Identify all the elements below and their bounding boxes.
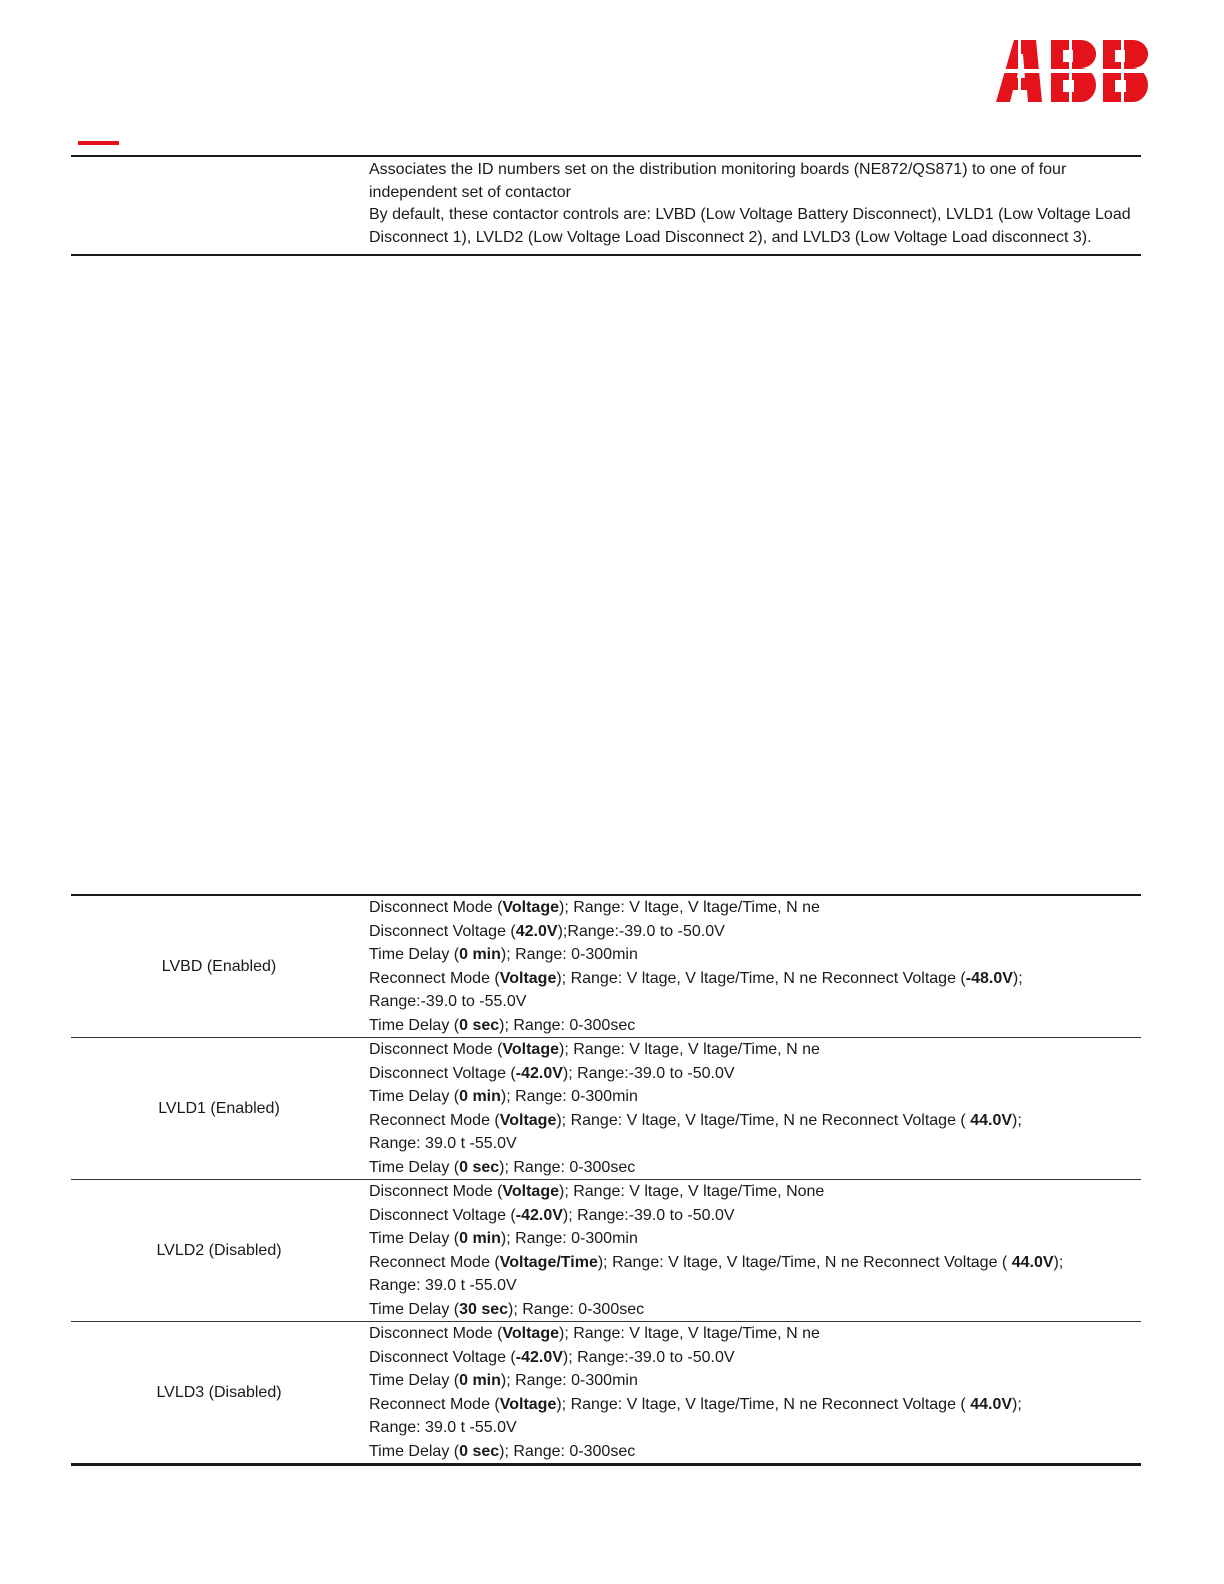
text: Disconnect Voltage (: [369, 1064, 516, 1082]
disconnect-voltage-line: [369, 1204, 1141, 1228]
value: Voltage: [499, 1111, 557, 1129]
disconnect-mode-line: [369, 1038, 1141, 1062]
value: -42.0V: [515, 1064, 563, 1082]
reconnect-mode-line: [369, 967, 1141, 991]
disconnect-mode-line: [369, 1322, 1141, 1346]
table-row: [71, 1180, 1141, 1322]
text: Time Delay (: [369, 946, 460, 963]
text: Reconnect Mode (: [369, 1111, 500, 1129]
reconnect-range-line: Range: 39.0 t -55.0V: [369, 1419, 517, 1436]
table-row: [71, 895, 1141, 1038]
value: -42.0V: [515, 1206, 563, 1224]
reconnect-mode-line: [369, 1251, 1141, 1275]
text: ); Range: V ltage, V ltage/Time, N ne Reconnect Voltage (: [556, 1395, 971, 1413]
text: ); Range: V ltage, V ltage/Time, N ne: [559, 1325, 820, 1342]
value: Voltage/Time: [499, 1253, 598, 1271]
reconnect-delay-line: [369, 1014, 1141, 1038]
intro-description-cell: [367, 156, 1141, 255]
value: 0 sec: [459, 1442, 500, 1460]
value: 0 sec: [459, 1016, 500, 1034]
value: 42.0V: [515, 922, 558, 940]
text: ); Range: 0-300min: [500, 1372, 638, 1389]
text: );: [1053, 1253, 1064, 1271]
intro-label-cell: [71, 156, 367, 255]
text: Time Delay (: [369, 1300, 460, 1318]
text: ); Range: 0-300sec: [508, 1300, 645, 1318]
table-row: [71, 1322, 1141, 1465]
value: 0 min: [459, 1230, 501, 1247]
text: Disconnect Mode (: [369, 899, 503, 916]
intro-line: By default, these contactor controls are: LVBD (Low Voltage Battery Disconnect), LVLD1 (Low Voltage Load Disconnect 1), LVLD2 (Low Voltage Load Disconnect 2), and LVLD3 (Low Voltage Load disconnect 3).: [369, 206, 1131, 247]
value: 44.0V: [1011, 1253, 1054, 1271]
text: Time Delay (: [369, 1088, 460, 1105]
reconnect-range-line: Range: 39.0 t -55.0V: [369, 1135, 517, 1152]
reconnect-range-line: Range: 39.0 t -55.0V: [369, 1277, 517, 1294]
text: );: [1012, 1395, 1022, 1413]
time-delay-line: [369, 943, 1141, 967]
text: ); Range: V ltage, V ltage/Time, N ne Reconnect Voltage (: [556, 969, 966, 987]
text: Time Delay (: [369, 1016, 460, 1034]
text: ); Range: 0-300min: [500, 1088, 638, 1105]
text: ); Range: 0-300sec: [499, 1016, 636, 1034]
reconnect-range-line: Range:-39.0 to -55.0V: [369, 993, 527, 1010]
text: ); Range:-39.0 to -50.0V: [562, 1206, 735, 1224]
reconnect-delay-line: [369, 1440, 1141, 1464]
red-accent-bar: [78, 141, 119, 145]
value: 44.0V: [970, 1111, 1013, 1129]
text: Disconnect Voltage (: [369, 922, 516, 940]
table-row: [71, 156, 1141, 255]
text: ); Range:-39.0 to -50.0V: [562, 1348, 735, 1366]
value: 0 sec: [459, 1158, 500, 1176]
value: Voltage: [502, 1325, 559, 1342]
text: ); Range: V ltage, V ltage/Time, N ne Reconnect Voltage (: [556, 1111, 971, 1129]
contactor-settings: [367, 895, 1141, 1038]
value: 30 sec: [459, 1300, 509, 1318]
disconnect-mode-line: [369, 896, 1141, 920]
text: Disconnect Mode (: [369, 1183, 503, 1200]
time-delay-line: [369, 1369, 1141, 1393]
reconnect-mode-line: [369, 1109, 1141, 1133]
value: Voltage: [502, 1183, 559, 1200]
contactor-settings-table: [71, 894, 1141, 1466]
text: ); Range: 0-300sec: [499, 1442, 636, 1460]
abb-logo: [996, 40, 1154, 102]
text: Time Delay (: [369, 1442, 460, 1460]
value: 0 min: [459, 1088, 501, 1105]
value: 0 min: [459, 946, 501, 963]
disconnect-voltage-line: [369, 1062, 1141, 1086]
value: Voltage: [499, 969, 557, 987]
text: Reconnect Mode (: [369, 1395, 500, 1413]
text: );: [1012, 1111, 1022, 1129]
contactor-label: LVLD2 (Disabled): [71, 1180, 367, 1322]
reconnect-delay-line: [369, 1156, 1141, 1180]
text: Disconnect Voltage (: [369, 1348, 516, 1366]
text: ); Range: 0-300min: [500, 946, 638, 963]
reconnect-delay-line: [369, 1298, 1141, 1322]
text: Reconnect Mode (: [369, 969, 500, 987]
intro-line: Associates the ID numbers set on the distribution monitoring boards (NE872/QS871) to one of four independent set of contactor: [369, 161, 1067, 201]
text: );: [1012, 969, 1023, 987]
text: Disconnect Mode (: [369, 1041, 503, 1058]
contactor-label: LVLD1 (Enabled): [71, 1038, 367, 1180]
text: ); Range: 0-300min: [500, 1230, 638, 1247]
value: -48.0V: [965, 969, 1013, 987]
text: ); Range: 0-300sec: [499, 1158, 636, 1176]
contactor-label: LVBD (Enabled): [161, 957, 277, 975]
value: 44.0V: [970, 1395, 1013, 1413]
value: Voltage: [502, 899, 559, 916]
contactor-label: LVLD3 (Disabled): [71, 1322, 367, 1465]
text: ); Range: V ltage, V ltage/Time, N ne: [559, 899, 820, 916]
contactor-settings: [367, 1180, 1141, 1322]
text: );Range:-39.0 to -50.0V: [557, 922, 725, 940]
text: ); Range: V ltage, V ltage/Time, N ne: [559, 1041, 820, 1058]
disconnect-voltage-line: [369, 920, 1141, 944]
disconnect-mode-line: [369, 1180, 1141, 1204]
text: Time Delay (: [369, 1230, 460, 1247]
value: -42.0V: [515, 1348, 563, 1366]
text: ); Range:-39.0 to -50.0V: [562, 1064, 735, 1082]
text: ); Range: V ltage, V ltage/Time, N ne Reconnect Voltage (: [597, 1253, 1012, 1271]
text: Time Delay (: [369, 1158, 460, 1176]
value: 0 min: [459, 1372, 501, 1389]
time-delay-line: [369, 1227, 1141, 1251]
value: Voltage: [502, 1041, 559, 1058]
text: Reconnect Mode (: [369, 1253, 500, 1271]
time-delay-line: [369, 1085, 1141, 1109]
text: Time Delay (: [369, 1372, 460, 1389]
table-row: [71, 1038, 1141, 1180]
text: Disconnect Voltage (: [369, 1206, 516, 1224]
contactor-settings: [367, 1038, 1141, 1180]
disconnect-voltage-line: [369, 1346, 1141, 1370]
text: Disconnect Mode (: [369, 1325, 503, 1342]
value: Voltage: [499, 1395, 557, 1413]
intro-table: [71, 155, 1141, 256]
text: ); Range: V ltage, V ltage/Time, None: [559, 1183, 825, 1200]
reconnect-mode-line: [369, 1393, 1141, 1417]
contactor-settings: [367, 1322, 1141, 1465]
